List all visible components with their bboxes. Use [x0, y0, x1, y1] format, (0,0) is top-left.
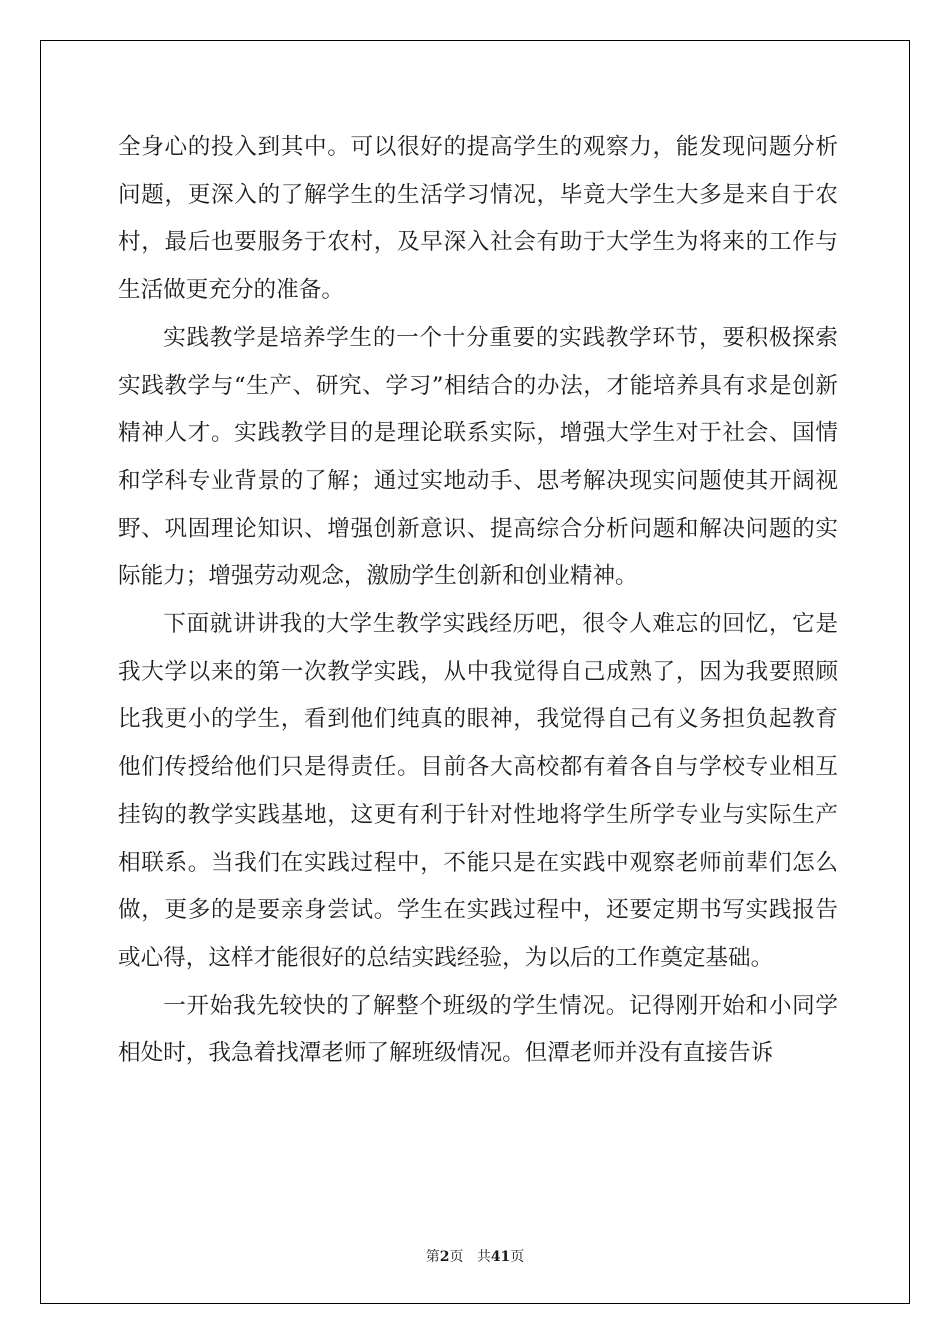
page-suffix: 页 [449, 1249, 464, 1265]
paragraph-1: 全身心的投入到其中。可以很好的提高学生的观察力，能发现问题分析问题，更深入的了解学生的生活学习情况，毕竟大学生大多是来自于农村，最后也要服务于农村，及早深入社会有助于大学生为将来的工作与生活做更充分的准备。 [118, 134, 838, 304]
page-prefix: 第 [425, 1249, 440, 1265]
document-body [118, 124, 838, 1078]
paragraph-2: 实践教学是培养学生的一个十分重要的实践教学环节，要积极探索实践教学与“生产、研究、学习”相结合的办法，才能培养具有求是创新精神人才。实践教学目的是理论联系实际，增强大学生对于社会、国情和学科专业背景的了解；通过实地动手、思考解决现实问题使其开阔视野、巩固理论知识、增强创新意识、提高综合分析问题和解决问题的实际能力；增强劳动观念，激励学生创新和创业精神。 [118, 324, 838, 590]
page-footer [0, 1246, 950, 1266]
total-pages-number: 41 [490, 1249, 511, 1265]
total-prefix: 共 [476, 1249, 491, 1265]
paragraph-3: 下面就讲讲我的大学生教学实践经历吧，很令人难忘的回忆，它是我大学以来的第一次教学实践，从中我觉得自己成熟了，因为我要照顾比我更小的学生，看到他们纯真的眼神，我觉得自己有义务担负起教育他们传授给他们只是得责任。目前各大高校都有着各自与学校专业相互挂钩的教学实践基地，这更有利于针对性地将学生所学专业与实际生产相联系。当我们在实践过程中，不能只是在实践中观察老师前辈们怎么做，更多的是要亲身尝试。学生在实践过程中，还要定期书写实践报告或心得，这样才能很好的总结实践经验，为以后的工作奠定基础。 [118, 611, 838, 971]
paragraph-4: 一开始我先较快的了解整个班级的学生情况。记得刚开始和小同学相处时，我急着找潭老师了解班级情况。但潭老师并没有直接告诉 [118, 992, 838, 1067]
current-page-number: 2 [439, 1249, 450, 1265]
total-suffix: 页 [510, 1249, 525, 1265]
